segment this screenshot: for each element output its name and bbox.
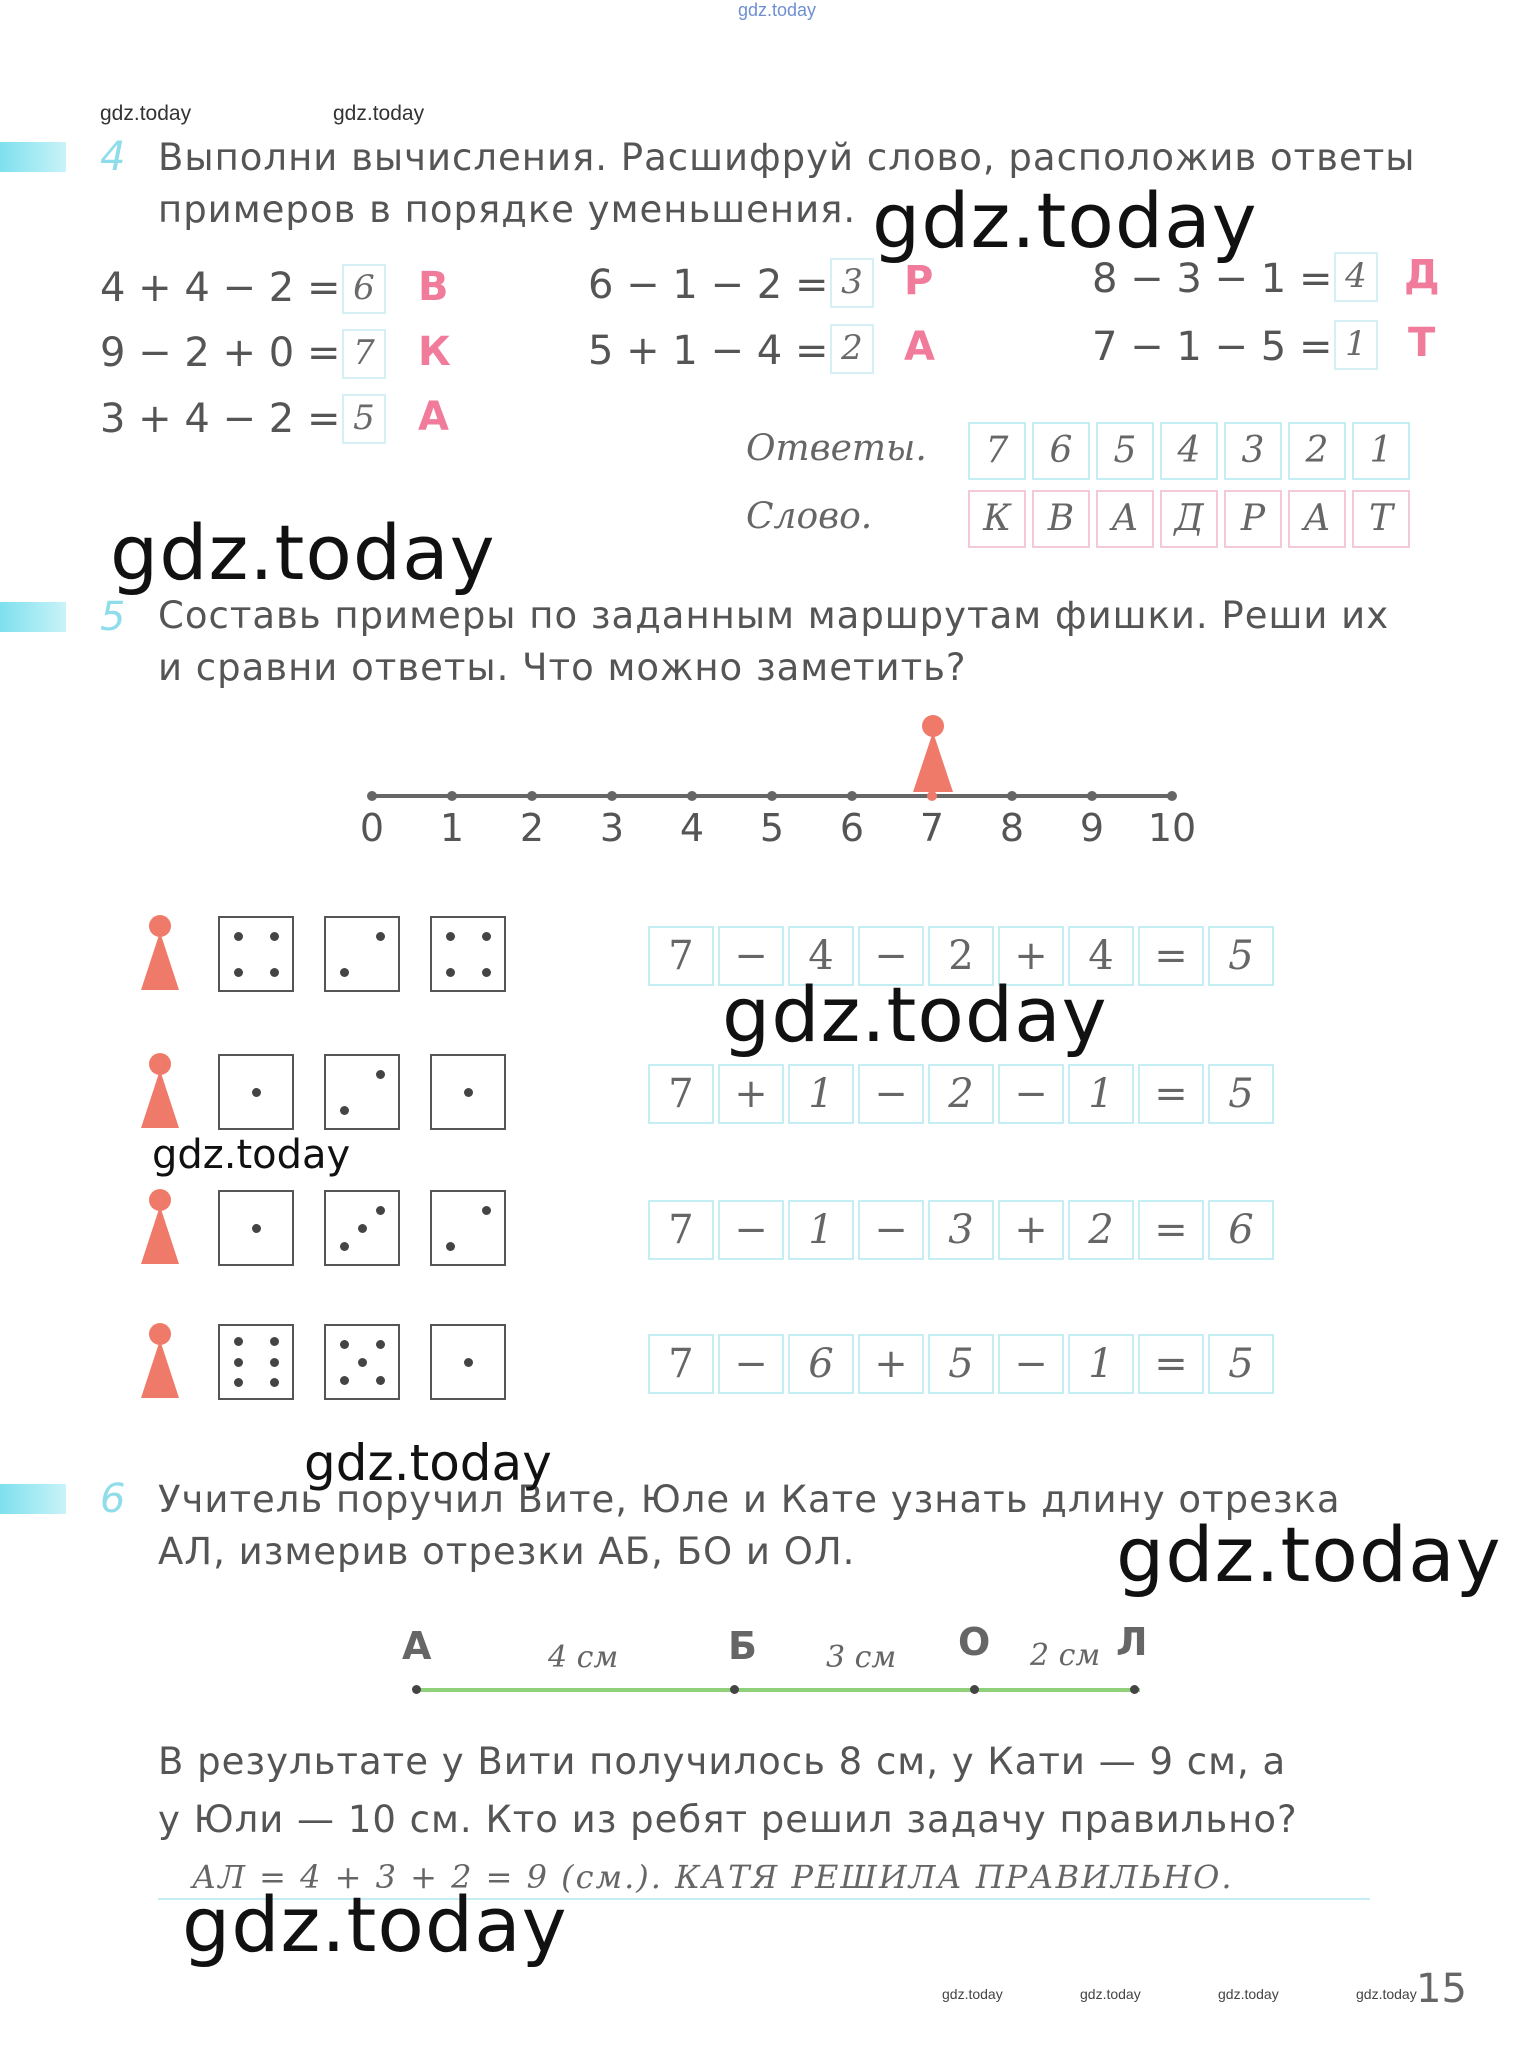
task-marker — [0, 142, 66, 172]
dice-pip — [234, 1358, 243, 1367]
dice-pip — [340, 1340, 349, 1349]
point-label: Б — [728, 1624, 757, 1668]
dice-pip — [234, 1337, 243, 1346]
dice-pip — [252, 1224, 261, 1233]
equation-cell: − — [718, 1334, 784, 1394]
equation-cell: 5 — [1208, 926, 1274, 986]
dice-face-1 — [218, 1190, 294, 1266]
equation-cell: 7 — [648, 926, 714, 986]
number-line-dot — [527, 791, 537, 801]
dice-pip — [270, 1337, 279, 1346]
example-expression: 9 − 2 + 0 = — [100, 330, 341, 376]
dice-face-4 — [218, 916, 294, 992]
dice-pip — [482, 1206, 491, 1215]
dice-face-1 — [218, 1054, 294, 1130]
number-line-dot — [767, 791, 777, 801]
equation-cell: 4 — [788, 926, 854, 986]
dice-pip — [270, 1378, 279, 1387]
cipher-letter: К — [418, 329, 451, 375]
watermark-big: gdz.today — [722, 970, 1108, 1059]
task-5-text-line2: и сравни ответы. Что можно заметить? — [158, 646, 967, 689]
number-line-label: 3 — [599, 806, 625, 850]
dice-pip — [234, 1378, 243, 1387]
answer-cell: 6 — [1032, 422, 1090, 480]
word-letter-cell: Д — [1160, 490, 1218, 548]
equation-cell: − — [858, 926, 924, 986]
equation-cell: 5 — [1208, 1334, 1274, 1394]
watermark-footer: gdz.today — [1218, 1986, 1279, 2002]
equation-cell: 7 — [648, 1064, 714, 1124]
number-line-dot — [1167, 791, 1177, 801]
answer-cell: 1 — [1352, 422, 1410, 480]
dice-pip — [376, 1206, 385, 1215]
answer-box: 5 — [342, 394, 386, 444]
word-letter-cell: Р — [1224, 490, 1282, 548]
point-label: О — [958, 1620, 991, 1664]
equation-cell: 1 — [1068, 1334, 1134, 1394]
equation-cell: = — [1138, 1334, 1204, 1394]
equation-cell: 2 — [1068, 1200, 1134, 1260]
equation-cell: 2 — [928, 926, 994, 986]
dice-pip — [482, 932, 491, 941]
task-marker — [0, 1484, 66, 1514]
word-letter-cell: К — [968, 490, 1026, 548]
number-line-label: 7 — [919, 806, 945, 850]
dice-pip — [482, 968, 491, 977]
watermark-mid: gdz.today — [304, 1434, 552, 1492]
segment-point — [970, 1685, 979, 1694]
answers-label: Ответы. — [746, 428, 927, 469]
dice-face-2 — [430, 1190, 506, 1266]
equation-cell: 6 — [788, 1334, 854, 1394]
dice-pip — [376, 1070, 385, 1079]
answer-cell: 2 — [1288, 422, 1346, 480]
point-label: Л — [1116, 1620, 1148, 1664]
number-line-label: 5 — [759, 806, 785, 850]
equation-cell: − — [718, 926, 784, 986]
number-line-label: 0 — [359, 806, 385, 850]
dice-face-1 — [430, 1054, 506, 1130]
number-line-label: 8 — [999, 806, 1025, 850]
dice-pip — [252, 1088, 261, 1097]
answer-box: 3 — [830, 258, 874, 308]
number-line-dot — [447, 791, 457, 801]
watermark-small: gdz.today — [333, 102, 425, 125]
cipher-letter: Д — [1404, 252, 1440, 298]
dice-face-3 — [324, 1190, 400, 1266]
watermark-mid: gdz.today — [152, 1132, 351, 1178]
cipher-letter: В — [418, 264, 449, 310]
equation-cell: 3 — [928, 1200, 994, 1260]
answer-box: 7 — [342, 329, 386, 379]
example-expression: 8 − 3 − 1 = — [1092, 256, 1333, 302]
dice-pip — [376, 1376, 385, 1385]
task-6-text-line1: Учитель поручил Вите, Юле и Кате узнать длину отрезка — [158, 1478, 1341, 1521]
example-expression: 5 + 1 − 4 = — [588, 328, 829, 374]
dice-pip — [270, 932, 279, 941]
cipher-letter: Т — [1408, 320, 1436, 366]
dice-pip — [270, 1358, 279, 1367]
dice-pip — [464, 1358, 473, 1367]
dice-pip — [376, 932, 385, 941]
task-6-text-line4: у Юли — 10 см. Кто из ребят решил задачу правильно? — [158, 1798, 1298, 1841]
answer-box: 1 — [1334, 320, 1378, 370]
equation-cell: 4 — [1068, 926, 1134, 986]
point-label: А — [402, 1624, 432, 1668]
answer-cell: 7 — [968, 422, 1026, 480]
equation-cell: = — [1138, 1200, 1204, 1260]
number-line-dot — [367, 791, 377, 801]
watermark-top: gdz.today — [738, 0, 817, 20]
number-line-label: 10 — [1147, 806, 1197, 850]
task-5-text-line1: Составь примеры по заданным маршрутам фишки. Реши их — [158, 594, 1390, 637]
cipher-letter: А — [904, 324, 935, 370]
dice-pip — [340, 1376, 349, 1385]
watermark-big: gdz.today — [1116, 1510, 1502, 1599]
dice-pip — [234, 968, 243, 977]
dice-pip — [376, 1340, 385, 1349]
number-line-dot — [847, 791, 857, 801]
watermark-big: gdz.today — [872, 176, 1258, 265]
segment-point — [412, 1685, 421, 1694]
task-4-text-line2: примеров в порядке уменьшения. — [158, 188, 857, 231]
number-line-label: 9 — [1079, 806, 1105, 850]
number-line-dot — [607, 791, 617, 801]
number-line-dot — [1007, 791, 1017, 801]
dice-pip — [358, 1224, 367, 1233]
segment-length: 4 см — [548, 1640, 619, 1675]
dice-face-2 — [324, 916, 400, 992]
dice-pip — [446, 1242, 455, 1251]
equation-cell: = — [1138, 1064, 1204, 1124]
watermark-big: gdz.today — [110, 508, 496, 597]
task-5-number: 5 — [100, 594, 126, 640]
answer-cell: 5 — [1096, 422, 1154, 480]
watermark-footer: gdz.today — [942, 1986, 1003, 2002]
answer-cell: 3 — [1224, 422, 1282, 480]
word-letter-cell: А — [1096, 490, 1154, 548]
segment-line — [416, 1688, 1140, 1692]
watermark-footer: gdz.today — [1080, 1986, 1141, 2002]
dice-pip — [464, 1088, 473, 1097]
equation-cell: + — [998, 926, 1064, 986]
pawn-icon — [138, 912, 182, 992]
dice-face-4 — [430, 916, 506, 992]
segment-length: 2 см — [1030, 1638, 1101, 1673]
watermark-footer: gdz.today — [1356, 1986, 1417, 2002]
word-letter-cell: Т — [1352, 490, 1410, 548]
dice-pip — [446, 932, 455, 941]
dice-face-1 — [430, 1324, 506, 1400]
page-number: 15 — [1416, 1966, 1467, 2012]
dice-pip — [446, 968, 455, 977]
number-line-label: 6 — [839, 806, 865, 850]
equation-cell: + — [858, 1334, 924, 1394]
equation-cell: − — [718, 1200, 784, 1260]
equation-cell: 1 — [788, 1200, 854, 1260]
example-expression: 4 + 4 − 2 = — [100, 265, 341, 311]
word-label: Слово. — [746, 496, 873, 537]
example-expression: 6 − 1 − 2 = — [588, 262, 829, 308]
watermark-big: gdz.today — [182, 1880, 568, 1969]
task-marker — [0, 602, 66, 632]
number-line-dot — [687, 791, 697, 801]
equation-cell: − — [858, 1200, 924, 1260]
pawn-icon — [138, 1186, 182, 1266]
word-letter-cell: В — [1032, 490, 1090, 548]
number-line-label: 4 — [679, 806, 705, 850]
answer-box: 2 — [830, 324, 874, 374]
segment-length: 3 см — [826, 1640, 897, 1675]
cipher-letter: А — [418, 394, 449, 440]
pawn-icon — [138, 1320, 182, 1400]
number-line-label: 2 — [519, 806, 545, 850]
task-6-text-line2: АЛ, измерив отрезки АБ, БО и ОЛ. — [158, 1530, 856, 1573]
example-expression: 7 − 1 − 5 = — [1092, 324, 1333, 370]
pawn-icon — [138, 1050, 182, 1130]
segment-point — [1130, 1685, 1139, 1694]
equation-cell: − — [998, 1064, 1064, 1124]
watermark-small: gdz.today — [100, 102, 192, 125]
equation-cell: 5 — [1208, 1064, 1274, 1124]
dice-face-5 — [324, 1324, 400, 1400]
equation-cell: + — [998, 1200, 1064, 1260]
task-6-number: 6 — [100, 1476, 126, 1522]
dice-pip — [340, 968, 349, 977]
equation-cell: = — [1138, 926, 1204, 986]
task-4-text-line1: Выполни вычисления. Расшифруй слово, расположив ответы — [158, 136, 1416, 179]
number-line-dot — [1087, 791, 1097, 801]
dice-face-6 — [218, 1324, 294, 1400]
dice-pip — [270, 968, 279, 977]
equation-cell: 6 — [1208, 1200, 1274, 1260]
word-letter-cell: А — [1288, 490, 1346, 548]
equation-cell: 1 — [1068, 1064, 1134, 1124]
equation-cell: + — [718, 1064, 784, 1124]
example-expression: 3 + 4 − 2 = — [100, 396, 341, 442]
segment-point — [730, 1685, 739, 1694]
dice-face-2 — [324, 1054, 400, 1130]
equation-cell: 5 — [928, 1334, 994, 1394]
dice-pip — [234, 932, 243, 941]
dice-pip — [358, 1358, 367, 1367]
task-6-text-line3: В результате у Вити получилось 8 см, у Кати — 9 см, а — [158, 1740, 1287, 1783]
answer-box: 6 — [342, 264, 386, 314]
equation-cell: − — [858, 1064, 924, 1124]
equation-cell: 2 — [928, 1064, 994, 1124]
pawn-marker — [909, 712, 957, 794]
equation-cell: 7 — [648, 1334, 714, 1394]
dice-pip — [340, 1242, 349, 1251]
cipher-letter: Р — [904, 258, 934, 304]
dice-pip — [340, 1106, 349, 1115]
equation-cell: − — [998, 1334, 1064, 1394]
number-line-label: 1 — [439, 806, 465, 850]
answer-box: 4 — [1334, 252, 1378, 302]
handwritten-answer: АЛ = 4 + 3 + 2 = 9 (см.). КАТЯ РЕШИЛА ПРАВИЛЬНО. — [192, 1858, 1234, 1896]
task-4-number: 4 — [100, 134, 126, 180]
equation-cell: 7 — [648, 1200, 714, 1260]
answer-cell: 4 — [1160, 422, 1218, 480]
equation-cell: 1 — [788, 1064, 854, 1124]
